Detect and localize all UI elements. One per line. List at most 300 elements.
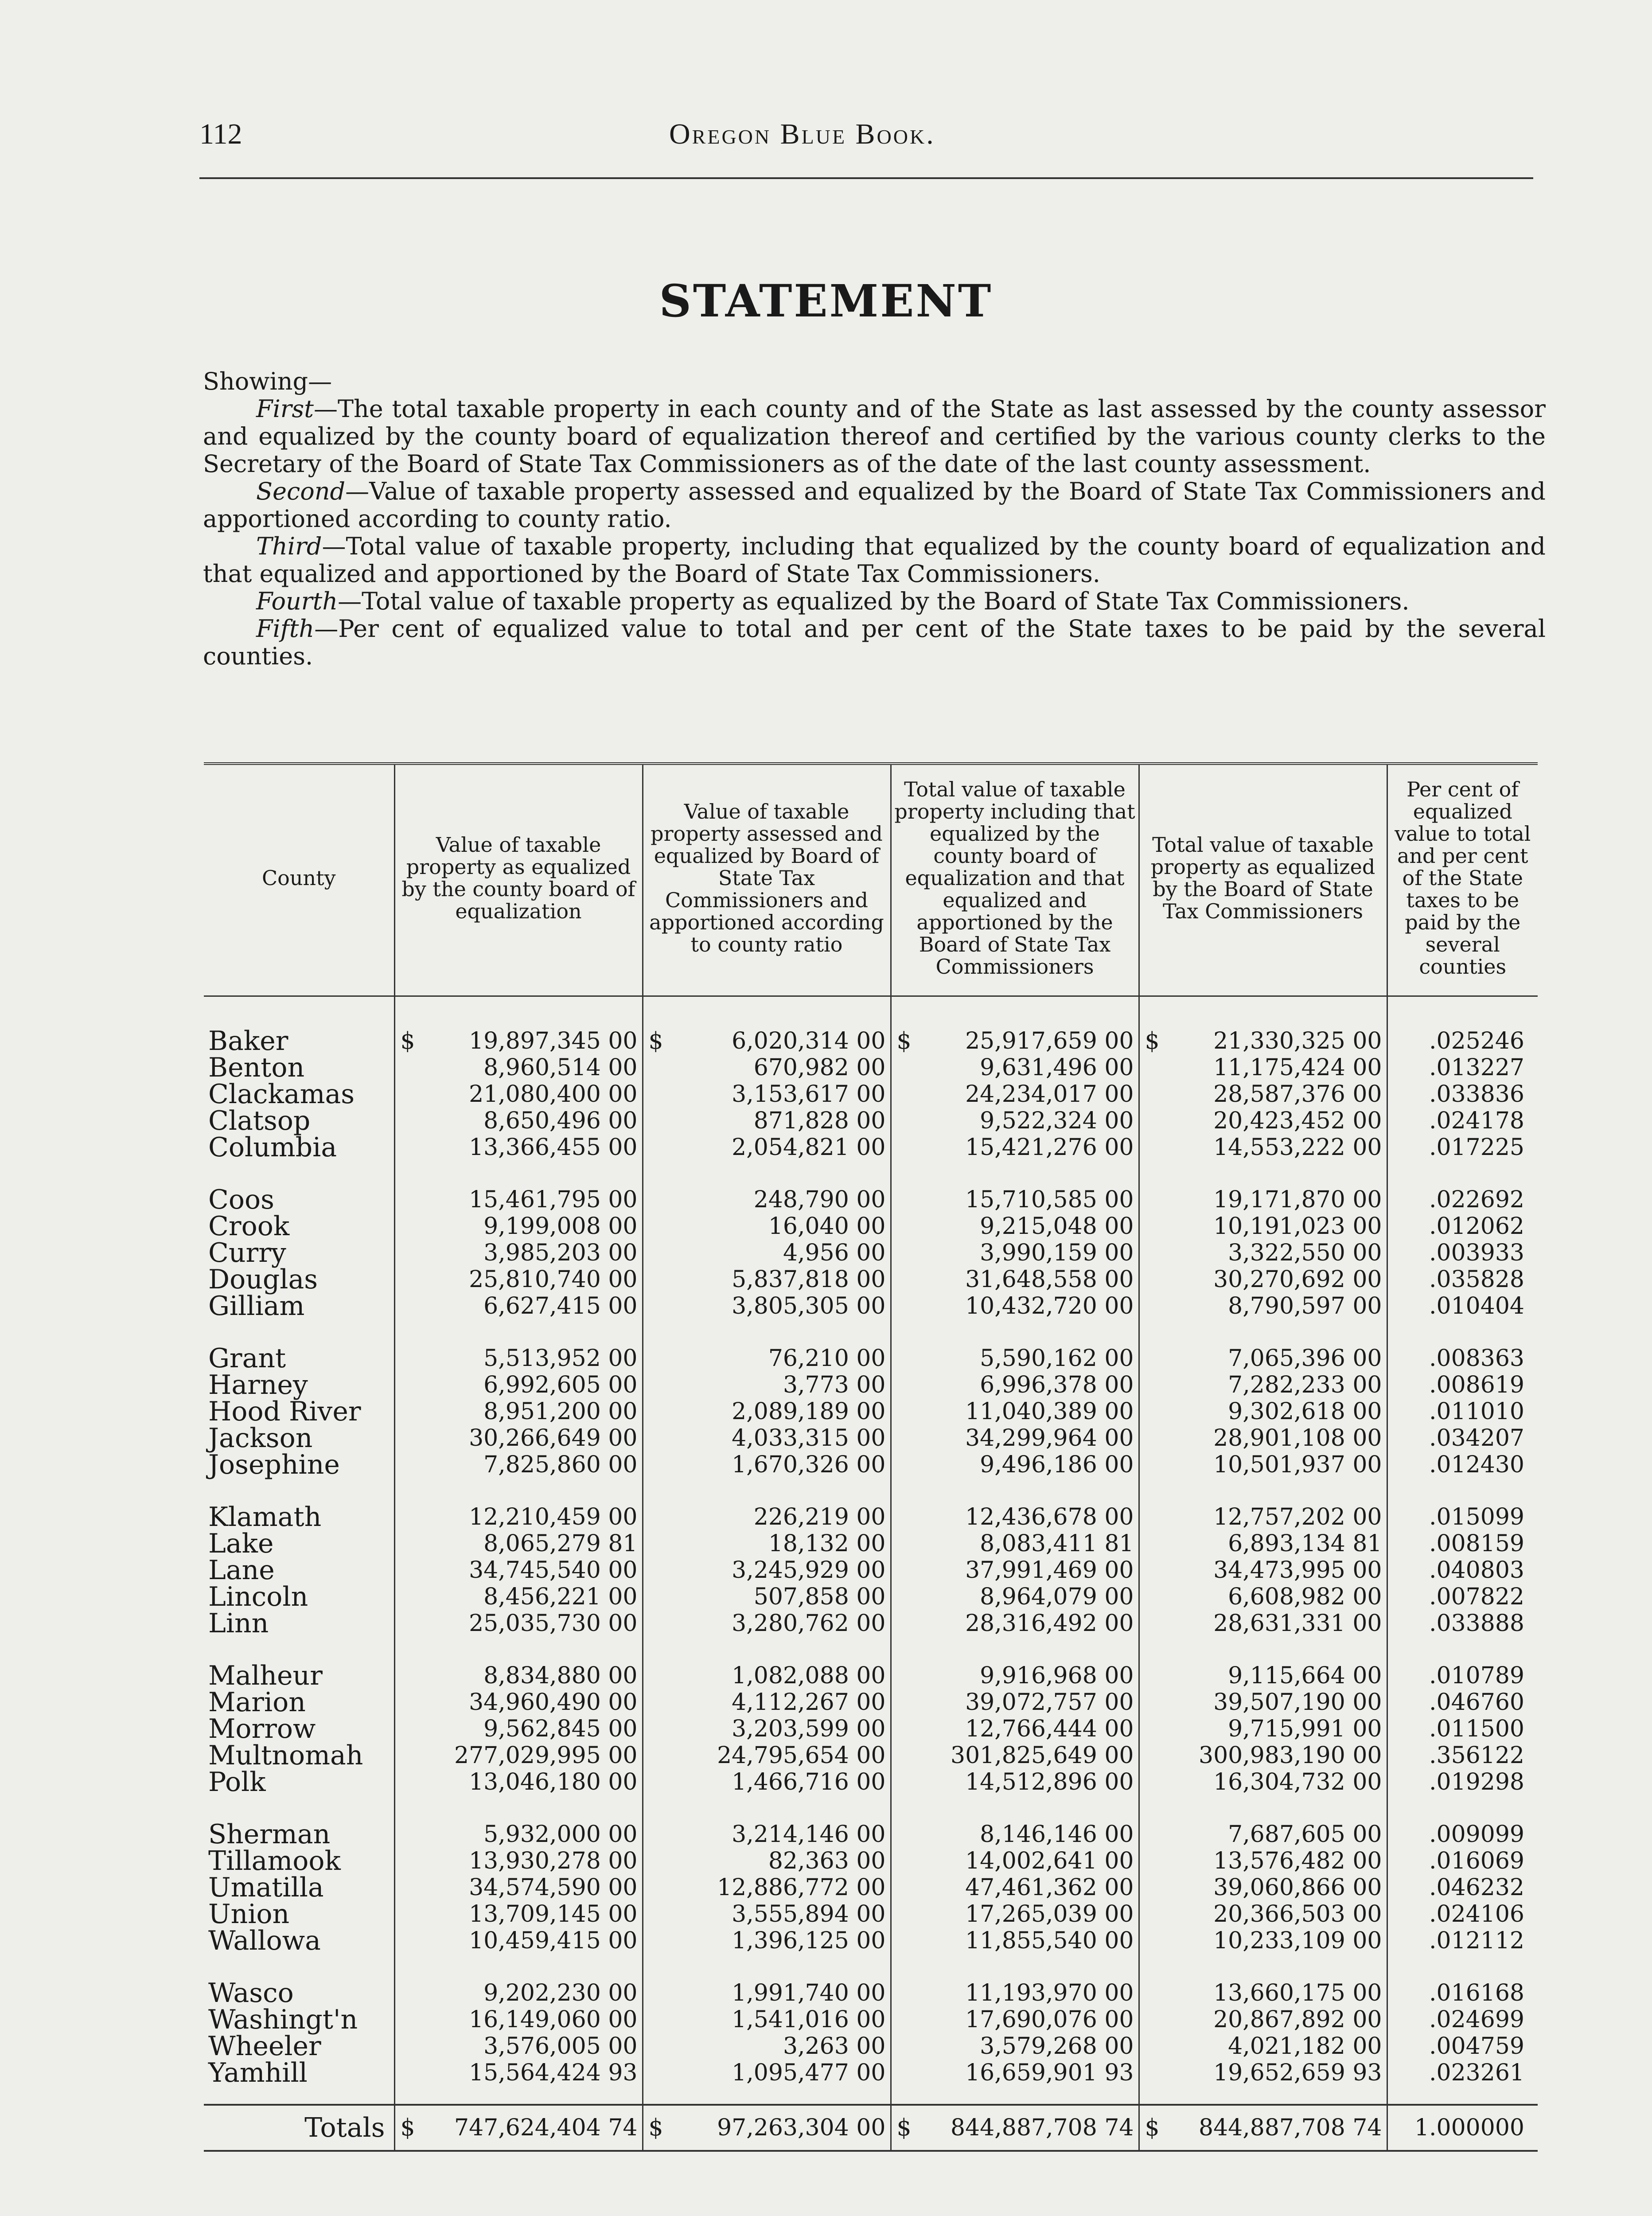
value-cell bbox=[643, 2105, 891, 2151]
per-cent-cell: .035828 bbox=[1387, 1266, 1538, 1293]
intro-fifth-label: Fifth bbox=[256, 615, 315, 643]
per-cent-cell: .011010 bbox=[1387, 1398, 1538, 1425]
value-text: 8,065,279 81 bbox=[483, 1530, 638, 1557]
value-cell bbox=[394, 1186, 643, 1213]
table-row bbox=[204, 1108, 1538, 1134]
value-cell bbox=[1139, 1398, 1387, 1425]
county-name: Harney bbox=[208, 1369, 308, 1401]
value-cell bbox=[1139, 2006, 1387, 2033]
county-name: Coos bbox=[208, 1184, 274, 1215]
value-cell bbox=[1139, 1901, 1387, 1927]
value-cell bbox=[394, 1081, 643, 1108]
value-text: 1,541,016 00 bbox=[732, 2006, 886, 2033]
table-spacer-cell bbox=[1387, 1795, 1538, 1821]
value-text: 9,916,968 00 bbox=[980, 1662, 1134, 1689]
value-cell bbox=[1139, 1848, 1387, 1874]
value-text: 7,282,233 00 bbox=[1228, 1372, 1382, 1398]
table-row bbox=[204, 1504, 1538, 1530]
value-text: 871,828 00 bbox=[753, 1108, 886, 1134]
value-text: 21,330,325 00 bbox=[1213, 1028, 1382, 1054]
value-text: 12,210,459 00 bbox=[469, 1504, 638, 1530]
value-text: 76,210 00 bbox=[768, 1345, 886, 1372]
value-text: 15,710,585 00 bbox=[965, 1186, 1134, 1213]
value-text: 10,459,415 00 bbox=[469, 1927, 638, 1954]
value-text: 30,266,649 00 bbox=[469, 1425, 638, 1451]
header-state-equalized: Total value of taxable property as equalized by the Board of State Tax Commissioners bbox=[1139, 764, 1387, 996]
value-text: 13,046,180 00 bbox=[469, 1769, 638, 1795]
table-spacer-cell bbox=[1387, 1954, 1538, 1980]
value-cell bbox=[394, 1689, 643, 1716]
value-text: 300,983,190 00 bbox=[1198, 1742, 1382, 1769]
value-text: 34,960,490 00 bbox=[469, 1689, 638, 1716]
per-cent-cell: .008159 bbox=[1387, 1530, 1538, 1557]
value-text: 31,648,558 00 bbox=[965, 1266, 1134, 1293]
table-spacer-cell bbox=[1139, 1795, 1387, 1821]
value-cell bbox=[643, 1293, 891, 1319]
value-cell bbox=[891, 1372, 1139, 1398]
value-text: 1,670,326 00 bbox=[732, 1451, 886, 1478]
table-spacer-cell bbox=[643, 1637, 891, 1662]
table-row bbox=[204, 1345, 1538, 1372]
value-cell bbox=[643, 1425, 891, 1451]
table-spacer-cell bbox=[394, 1637, 643, 1662]
value-cell bbox=[394, 1425, 643, 1451]
value-text: 6,608,982 00 bbox=[1228, 1584, 1382, 1610]
value-text: 10,432,720 00 bbox=[965, 1293, 1134, 1319]
per-cent-cell: .012112 bbox=[1387, 1927, 1538, 1954]
intro-fourth-text: —Total value of taxable property as equalized by the Board of State Tax Commissioners. bbox=[338, 587, 1410, 615]
value-text: 12,766,444 00 bbox=[965, 1716, 1134, 1742]
table-row bbox=[204, 1240, 1538, 1266]
per-cent-cell: .008363 bbox=[1387, 1345, 1538, 1372]
value-cell bbox=[1139, 1662, 1387, 1689]
value-text: 10,233,109 00 bbox=[1213, 1927, 1382, 1954]
header-rule bbox=[199, 177, 1533, 179]
per-cent-cell: .008619 bbox=[1387, 1372, 1538, 1398]
value-text: 24,795,654 00 bbox=[717, 1742, 886, 1769]
county-name: Linn bbox=[208, 1608, 269, 1639]
value-text: 747,624,404 74 bbox=[454, 2115, 638, 2141]
totals-row bbox=[204, 2105, 1538, 2151]
table-spacer-cell bbox=[1139, 1954, 1387, 1980]
intro-second bbox=[203, 478, 1546, 533]
value-text: 3,153,617 00 bbox=[732, 1081, 886, 1108]
value-text: 3,245,929 00 bbox=[732, 1557, 886, 1584]
value-text: 9,302,618 00 bbox=[1228, 1398, 1382, 1425]
value-cell bbox=[1139, 1266, 1387, 1293]
value-cell bbox=[1139, 1345, 1387, 1372]
table-spacer-cell bbox=[1387, 1161, 1538, 1186]
per-cent-cell: .024106 bbox=[1387, 1901, 1538, 1927]
table-row bbox=[204, 1134, 1538, 1161]
county-name: Gilliam bbox=[208, 1291, 305, 1322]
table-spacer-cell bbox=[891, 996, 1139, 1028]
value-cell bbox=[891, 1927, 1139, 1954]
value-text: 16,659,901 93 bbox=[965, 2060, 1134, 2086]
table-row bbox=[204, 1266, 1538, 1293]
county-name: Lake bbox=[208, 1528, 274, 1559]
value-cell bbox=[643, 1081, 891, 1108]
value-cell bbox=[1139, 2060, 1387, 2086]
value-text: 6,996,378 00 bbox=[980, 1372, 1134, 1398]
value-text: 670,982 00 bbox=[753, 1054, 886, 1081]
value-text: 3,322,550 00 bbox=[1228, 1240, 1382, 1266]
value-cell bbox=[643, 1901, 891, 1927]
value-text: 844,887,708 74 bbox=[1198, 2115, 1382, 2141]
statement-table bbox=[204, 762, 1538, 2152]
county-name: Baker bbox=[208, 1026, 288, 1057]
table-spacer-cell bbox=[204, 2086, 394, 2105]
value-text: 13,709,145 00 bbox=[469, 1901, 638, 1927]
per-cent-cell: .034207 bbox=[1387, 1425, 1538, 1451]
value-text: 9,522,324 00 bbox=[980, 1108, 1134, 1134]
table-spacer-cell bbox=[891, 1319, 1139, 1345]
intro-third-text: —Total value of taxable property, including that equalized by the county board of equalization and that equalized and apportioned by the Board of State Tax Commissioners. bbox=[203, 532, 1546, 588]
value-text: 3,985,203 00 bbox=[483, 1240, 638, 1266]
value-text: 9,215,048 00 bbox=[980, 1213, 1134, 1240]
table-spacer-cell bbox=[204, 996, 394, 1028]
value-text: 16,149,060 00 bbox=[469, 2006, 638, 2033]
per-cent-cell: .010789 bbox=[1387, 1662, 1538, 1689]
table-spacer-row bbox=[204, 1478, 1538, 1504]
table-spacer-row bbox=[204, 1161, 1538, 1186]
value-cell bbox=[891, 1213, 1139, 1240]
value-cell bbox=[394, 1372, 643, 1398]
value-text: 248,790 00 bbox=[753, 1186, 886, 1213]
value-cell bbox=[1139, 1716, 1387, 1742]
table-spacer-cell bbox=[1139, 1637, 1387, 1662]
value-cell bbox=[891, 1742, 1139, 1769]
table-spacer-cell bbox=[891, 1795, 1139, 1821]
value-cell bbox=[643, 1689, 891, 1716]
value-cell bbox=[891, 1584, 1139, 1610]
value-text: 13,660,175 00 bbox=[1213, 1980, 1382, 2006]
table-spacer-row bbox=[204, 1637, 1538, 1662]
value-text: 10,501,937 00 bbox=[1213, 1451, 1382, 1478]
value-cell bbox=[891, 2033, 1139, 2060]
county-name: Washingt'n bbox=[208, 2004, 358, 2035]
value-cell bbox=[394, 2033, 643, 2060]
value-cell bbox=[394, 1874, 643, 1901]
value-cell bbox=[643, 1610, 891, 1637]
value-cell bbox=[643, 2006, 891, 2033]
value-cell bbox=[643, 1108, 891, 1134]
table-spacer-cell bbox=[891, 1478, 1139, 1504]
intro-text bbox=[203, 368, 1546, 670]
value-text: 25,917,659 00 bbox=[965, 1028, 1134, 1054]
value-text: 47,461,362 00 bbox=[965, 1874, 1134, 1901]
table-spacer-row bbox=[204, 996, 1538, 1028]
value-cell bbox=[643, 1213, 891, 1240]
value-text: 4,112,267 00 bbox=[732, 1689, 886, 1716]
value-text: 3,576,005 00 bbox=[483, 2033, 638, 2060]
dollar-sign: $ bbox=[400, 2115, 415, 2141]
value-cell bbox=[891, 1610, 1139, 1637]
per-cent-cell: .023261 bbox=[1387, 2060, 1538, 2086]
value-cell bbox=[643, 1927, 891, 1954]
table-row bbox=[204, 2033, 1538, 2060]
value-text: 15,421,276 00 bbox=[965, 1134, 1134, 1161]
dollar-sign: $ bbox=[896, 2115, 912, 2141]
value-text: 1,396,125 00 bbox=[732, 1927, 886, 1954]
value-cell bbox=[394, 1451, 643, 1478]
per-cent-cell: .024178 bbox=[1387, 1108, 1538, 1134]
value-cell bbox=[1139, 1769, 1387, 1795]
value-text: 28,316,492 00 bbox=[965, 1610, 1134, 1637]
table-row bbox=[204, 1716, 1538, 1742]
header-state-apportioned: Value of taxable property assessed and equalized by Board of State Tax Commissioners and apportioned according to county ratio bbox=[643, 764, 891, 996]
intro-third bbox=[203, 533, 1546, 588]
value-text: 34,299,964 00 bbox=[965, 1425, 1134, 1451]
intro-first bbox=[203, 395, 1546, 478]
page-header bbox=[199, 113, 1533, 162]
table-spacer-cell bbox=[204, 1319, 394, 1345]
value-cell bbox=[643, 1345, 891, 1372]
value-cell bbox=[1139, 1293, 1387, 1319]
table-row bbox=[204, 1874, 1538, 1901]
value-text: 9,202,230 00 bbox=[483, 1980, 638, 2006]
county-name: Multnomah bbox=[208, 1740, 363, 1771]
value-cell bbox=[394, 1213, 643, 1240]
value-cell bbox=[643, 1451, 891, 1478]
value-text: 16,040 00 bbox=[768, 1213, 886, 1240]
totals-per-cent: 1.000000 bbox=[1387, 2105, 1538, 2151]
table-spacer-cell bbox=[643, 1161, 891, 1186]
table-row bbox=[204, 1557, 1538, 1584]
page-number: 112 bbox=[199, 118, 242, 150]
table-spacer-cell bbox=[1387, 1319, 1538, 1345]
per-cent-cell: .356122 bbox=[1387, 1742, 1538, 1769]
value-cell bbox=[891, 1054, 1139, 1081]
county-name: Curry bbox=[208, 1237, 286, 1268]
value-cell bbox=[891, 1266, 1139, 1293]
per-cent-cell: .024699 bbox=[1387, 2006, 1538, 2033]
value-text: 34,745,540 00 bbox=[469, 1557, 638, 1584]
per-cent-cell: .046760 bbox=[1387, 1689, 1538, 1716]
value-cell bbox=[891, 1769, 1139, 1795]
value-text: 9,496,186 00 bbox=[980, 1451, 1134, 1478]
value-text: 301,825,649 00 bbox=[950, 1742, 1134, 1769]
dollar-sign: $ bbox=[400, 1028, 415, 1054]
per-cent-cell: .016168 bbox=[1387, 1980, 1538, 2006]
table-spacer-cell bbox=[1139, 1319, 1387, 1345]
table-row bbox=[204, 1821, 1538, 1848]
intro-fifth bbox=[203, 615, 1546, 670]
value-text: 19,897,345 00 bbox=[469, 1028, 638, 1054]
value-text: 12,757,202 00 bbox=[1213, 1504, 1382, 1530]
value-text: 25,810,740 00 bbox=[469, 1266, 638, 1293]
table-spacer-cell bbox=[204, 1954, 394, 1980]
table-spacer-cell bbox=[1387, 1637, 1538, 1662]
value-text: 28,631,331 00 bbox=[1213, 1610, 1382, 1637]
value-cell bbox=[643, 1504, 891, 1530]
value-text: 507,858 00 bbox=[753, 1584, 886, 1610]
value-cell bbox=[891, 1398, 1139, 1425]
value-text: 9,115,664 00 bbox=[1228, 1662, 1382, 1689]
value-cell bbox=[891, 1081, 1139, 1108]
value-cell bbox=[394, 1398, 643, 1425]
value-text: 15,461,795 00 bbox=[469, 1186, 638, 1213]
value-text: 14,002,641 00 bbox=[965, 1848, 1134, 1874]
value-cell bbox=[891, 1293, 1139, 1319]
value-text: 8,951,200 00 bbox=[483, 1398, 638, 1425]
table-spacer-cell bbox=[643, 1319, 891, 1345]
value-text: 8,456,221 00 bbox=[483, 1584, 638, 1610]
dollar-sign: $ bbox=[648, 2115, 663, 2141]
table-row bbox=[204, 1372, 1538, 1398]
county-name: Malheur bbox=[208, 1660, 323, 1691]
value-cell bbox=[891, 1662, 1139, 1689]
table-row bbox=[204, 1530, 1538, 1557]
value-text: 9,199,008 00 bbox=[483, 1213, 638, 1240]
table-row bbox=[204, 2006, 1538, 2033]
value-cell bbox=[891, 1689, 1139, 1716]
value-cell bbox=[643, 1742, 891, 1769]
table-row bbox=[204, 1901, 1538, 1927]
table-row bbox=[204, 1293, 1538, 1319]
county-name: Umatilla bbox=[208, 1872, 324, 1903]
value-cell bbox=[1139, 1372, 1387, 1398]
value-cell bbox=[891, 1901, 1139, 1927]
per-cent-cell: .046232 bbox=[1387, 1874, 1538, 1901]
table-spacer-cell bbox=[1139, 2086, 1387, 2105]
value-text: 8,146,146 00 bbox=[980, 1821, 1134, 1848]
value-cell bbox=[643, 1186, 891, 1213]
per-cent-cell: .016069 bbox=[1387, 1848, 1538, 1874]
value-text: 9,631,496 00 bbox=[980, 1054, 1134, 1081]
table-row bbox=[204, 1848, 1538, 1874]
value-text: 3,990,159 00 bbox=[980, 1240, 1134, 1266]
county-name: Clackamas bbox=[208, 1079, 355, 1110]
table-row bbox=[204, 2060, 1538, 2086]
value-text: 4,021,182 00 bbox=[1228, 2033, 1382, 2060]
value-cell bbox=[891, 1504, 1139, 1530]
county-name: Benton bbox=[208, 1052, 305, 1083]
value-text: 7,825,860 00 bbox=[483, 1451, 638, 1478]
value-cell bbox=[1139, 1081, 1387, 1108]
value-cell bbox=[891, 1451, 1139, 1478]
county-name: Jackson bbox=[208, 1423, 313, 1454]
per-cent-cell: .011500 bbox=[1387, 1716, 1538, 1742]
value-cell bbox=[643, 1372, 891, 1398]
value-text: 12,436,678 00 bbox=[965, 1504, 1134, 1530]
intro-first-label: First bbox=[256, 395, 314, 423]
value-cell bbox=[1139, 2033, 1387, 2060]
value-cell bbox=[394, 1293, 643, 1319]
header-total-value: Total value of taxable property including that equalized by the county board of equalization and that equalized and apportioned by the Board of State Tax Commissioners bbox=[891, 764, 1139, 996]
value-text: 277,029,995 00 bbox=[454, 1742, 638, 1769]
value-cell bbox=[1139, 1980, 1387, 2006]
table-spacer-cell bbox=[394, 1795, 643, 1821]
per-cent-cell: .019298 bbox=[1387, 1769, 1538, 1795]
value-text: 17,265,039 00 bbox=[965, 1901, 1134, 1927]
value-text: 5,513,952 00 bbox=[483, 1345, 638, 1372]
value-cell bbox=[1139, 1213, 1387, 1240]
value-cell bbox=[1139, 1504, 1387, 1530]
value-text: 9,715,991 00 bbox=[1228, 1716, 1382, 1742]
value-text: 11,855,540 00 bbox=[965, 1927, 1134, 1954]
table-row bbox=[204, 1927, 1538, 1954]
value-cell bbox=[394, 1240, 643, 1266]
table-row bbox=[204, 1980, 1538, 2006]
value-text: 8,790,597 00 bbox=[1228, 1293, 1382, 1319]
value-text: 21,080,400 00 bbox=[469, 1081, 638, 1108]
county-name: Lane bbox=[208, 1555, 275, 1586]
table-row bbox=[204, 1186, 1538, 1213]
value-cell bbox=[394, 1716, 643, 1742]
value-cell bbox=[1139, 1240, 1387, 1266]
value-cell bbox=[643, 1821, 891, 1848]
table-row bbox=[204, 1662, 1538, 1689]
table-spacer-row bbox=[204, 1319, 1538, 1345]
value-cell bbox=[1139, 1874, 1387, 1901]
value-text: 19,652,659 93 bbox=[1213, 2060, 1382, 2086]
value-text: 28,587,376 00 bbox=[1213, 1081, 1382, 1108]
value-text: 8,834,880 00 bbox=[483, 1662, 638, 1689]
table-spacer-cell bbox=[394, 1478, 643, 1504]
value-text: 6,893,134 81 bbox=[1228, 1530, 1382, 1557]
value-cell bbox=[643, 1584, 891, 1610]
value-text: 13,366,455 00 bbox=[469, 1134, 638, 1161]
value-text: 8,650,496 00 bbox=[483, 1108, 638, 1134]
value-cell bbox=[643, 1980, 891, 2006]
table-spacer-cell bbox=[643, 2086, 891, 2105]
table-spacer-row bbox=[204, 1954, 1538, 1980]
value-text: 4,956 00 bbox=[783, 1240, 886, 1266]
value-cell bbox=[394, 1662, 643, 1689]
value-text: 10,191,023 00 bbox=[1213, 1213, 1382, 1240]
table-header-row bbox=[204, 764, 1538, 996]
value-cell bbox=[891, 1557, 1139, 1584]
value-cell bbox=[1139, 2105, 1387, 2151]
value-cell bbox=[643, 2033, 891, 2060]
value-cell bbox=[891, 1186, 1139, 1213]
value-text: 13,930,278 00 bbox=[469, 1848, 638, 1874]
value-cell bbox=[891, 1028, 1139, 1054]
county-name: Union bbox=[208, 1899, 290, 1930]
table-row bbox=[204, 1213, 1538, 1240]
value-cell bbox=[394, 2060, 643, 2086]
value-cell bbox=[643, 1398, 891, 1425]
value-text: 28,901,108 00 bbox=[1213, 1425, 1382, 1451]
value-text: 2,089,189 00 bbox=[732, 1398, 886, 1425]
county-name: Marion bbox=[208, 1687, 306, 1718]
county-name: Josephine bbox=[208, 1449, 340, 1480]
dollar-sign: $ bbox=[648, 1028, 663, 1054]
value-text: 39,060,866 00 bbox=[1213, 1874, 1382, 1901]
table-spacer-cell bbox=[643, 996, 891, 1028]
per-cent-cell: .010404 bbox=[1387, 1293, 1538, 1319]
county-name: Polk bbox=[208, 1767, 266, 1798]
county-name: Klamath bbox=[208, 1502, 322, 1533]
value-cell bbox=[394, 1108, 643, 1134]
value-cell bbox=[394, 1848, 643, 1874]
value-text: 20,423,452 00 bbox=[1213, 1108, 1382, 1134]
value-cell bbox=[891, 2105, 1139, 2151]
value-text: 1,095,477 00 bbox=[732, 2060, 886, 2086]
value-text: 34,473,995 00 bbox=[1213, 1557, 1382, 1584]
dollar-sign: $ bbox=[1145, 1028, 1160, 1054]
table-spacer-cell bbox=[394, 996, 643, 1028]
value-text: 15,564,424 93 bbox=[469, 2060, 638, 2086]
value-text: 6,992,605 00 bbox=[483, 1372, 638, 1398]
table-row bbox=[204, 1769, 1538, 1795]
value-text: 37,991,469 00 bbox=[965, 1557, 1134, 1584]
value-cell bbox=[643, 1134, 891, 1161]
value-text: 4,033,315 00 bbox=[732, 1425, 886, 1451]
table-spacer-cell bbox=[1139, 996, 1387, 1028]
value-text: 3,263 00 bbox=[783, 2033, 886, 2060]
